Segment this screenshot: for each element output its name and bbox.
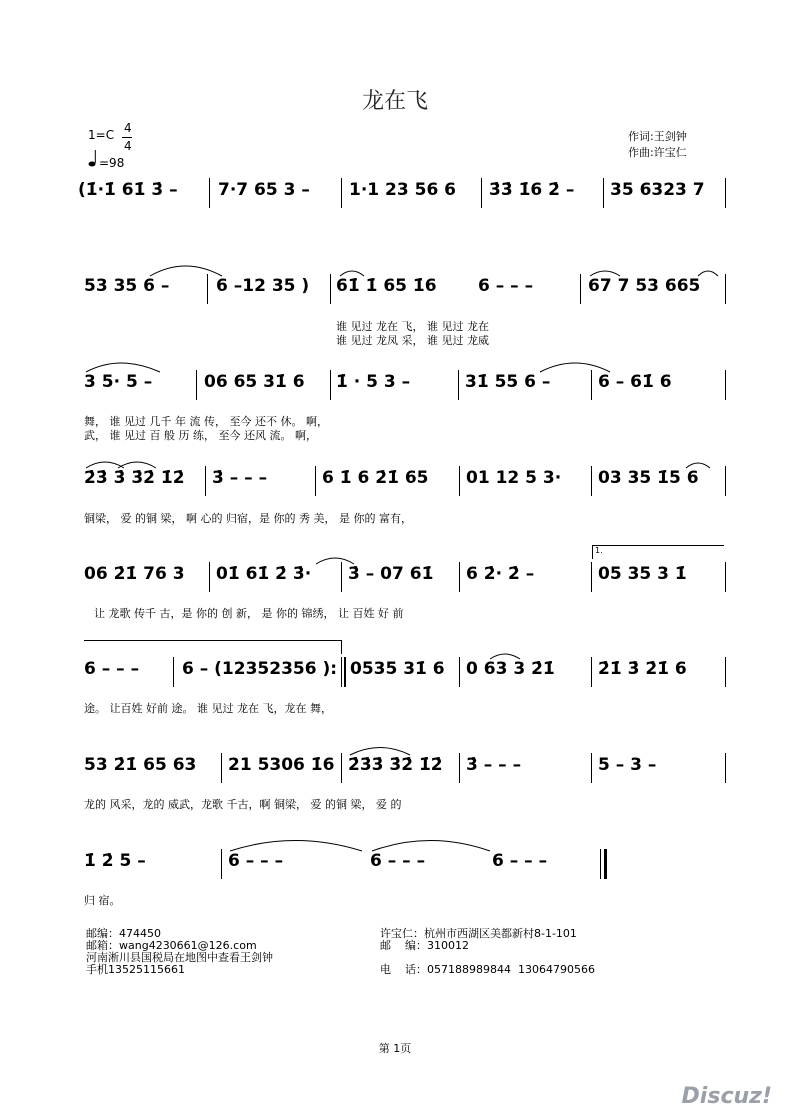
- volta-bracket: [592, 545, 724, 546]
- barline: [221, 849, 222, 879]
- barline: [173, 657, 174, 687]
- footer-postcode-left: 邮编：474450: [86, 927, 161, 940]
- repeat-barline: [341, 657, 342, 687]
- lyrics-verse-2: 武， 谁 见过 百 般 历 练， 至今 还风 流。 啊，: [84, 429, 317, 442]
- footer-email: 邮箱：wang4230661@126.com: [86, 939, 257, 952]
- lyricist-credit: 作词:王剑钟: [628, 130, 687, 143]
- barline: [725, 753, 726, 783]
- measure: 6 – – –: [228, 851, 284, 871]
- footer-postcode-right: 邮 编：310012: [380, 939, 469, 952]
- quarter-note-icon: [88, 148, 98, 168]
- lyrics-verse-1: 让 龙歌 传千 古，是 你的 创 新， 是 你的 锦绣， 让 百姓 好 前: [94, 607, 404, 620]
- song-title: 龙在飞: [361, 89, 428, 114]
- lyrics-verse-1: 舞， 谁 见过 几千 年 流 传， 至今 还不 休。 啊，: [84, 415, 328, 428]
- measure: 53 35 6 –: [84, 276, 170, 296]
- score-row-7: [0, 753, 790, 793]
- measure: 7·7 65 3 –: [218, 180, 310, 200]
- barline: [725, 466, 726, 496]
- barline: [591, 562, 592, 592]
- barline: [725, 178, 726, 208]
- barline: [205, 466, 206, 496]
- barline: [481, 178, 482, 208]
- barline: [207, 274, 208, 304]
- volta-label: 1.: [595, 546, 603, 555]
- measure: 35 6323 7: [610, 180, 705, 200]
- barline: [209, 178, 210, 208]
- volta-bracket-hook: [592, 545, 593, 559]
- measure: 21 5306 1̇6: [228, 755, 335, 775]
- lyrics-verse-1: 归 宿。: [84, 894, 121, 907]
- measure: 6 – – –: [84, 659, 140, 679]
- measure: 05 35 3 1̇: [598, 564, 687, 584]
- measure: 0 63 3 2̇1̇: [466, 659, 555, 679]
- composer-credit: 作曲:许宝仁: [628, 146, 687, 159]
- key-signature: 1=C: [88, 128, 115, 142]
- barline: [459, 466, 460, 496]
- measure: 3̇3̇ 1̇6 2̇ –: [489, 180, 575, 200]
- page-number: 第 1页: [378, 1042, 412, 1055]
- time-signature-top: 4: [124, 121, 132, 135]
- barline: [459, 753, 460, 783]
- barline: [591, 753, 592, 783]
- barline: [196, 370, 197, 400]
- measure: 5 – 3 –: [598, 755, 657, 775]
- measure: 6 – – –: [370, 851, 426, 871]
- tempo-marking: =98: [99, 156, 125, 170]
- barline: [341, 178, 342, 208]
- measure: 67 7 53 665: [588, 276, 701, 296]
- final-barline-thin: [600, 849, 601, 879]
- barline: [580, 274, 581, 304]
- measure: 53 2̇1̇ 65 63: [84, 755, 197, 775]
- score-row-1: [0, 178, 790, 218]
- barline: [725, 657, 726, 687]
- watermark-logo: Discuz!: [681, 1084, 772, 1109]
- measure: 06 2̇1̇ 76 3: [84, 564, 185, 584]
- measure: 1·1 23 56 6: [349, 180, 457, 200]
- barline: [315, 466, 316, 496]
- barline: [459, 657, 460, 687]
- measure: 31̇ 55 6 –: [465, 372, 551, 392]
- measure: 3̇ – 07 61̇: [348, 564, 434, 584]
- barline: [603, 178, 604, 208]
- measure: 2̇1̇ 3̇ 2̇1̇ 6: [598, 659, 687, 679]
- barline: [725, 370, 726, 400]
- measure: 6 1̇ 6 2̇1̇ 65: [322, 468, 429, 488]
- barline: [341, 753, 342, 783]
- measure: 6 – – –: [492, 851, 548, 871]
- measure: 3 5· 5 –: [84, 372, 153, 392]
- score-row-6: [0, 657, 790, 697]
- measure: 6 – (12352356 ):: [182, 659, 338, 679]
- score-row-8: [0, 849, 790, 889]
- measure: 6 2̇· 2̇ –: [466, 564, 535, 584]
- measure: 1̇ · 5 3 –: [336, 372, 411, 392]
- barline: [458, 370, 459, 400]
- measure: 6 –12 35 ): [216, 276, 310, 296]
- measure: 06 65 31̇ 6: [204, 372, 305, 392]
- barline: [591, 657, 592, 687]
- barline: [591, 370, 592, 400]
- time-signature-bottom: 4: [124, 139, 132, 153]
- measure: 3̇ – – –: [212, 468, 268, 488]
- lyrics-verse-1: 龙的 风采，龙的 威武，龙歌 千古，啊 铜梁， 爱 的铜 梁， 爱 的: [84, 798, 402, 811]
- measure: 61̇ 1̇ 65 1̇6: [336, 276, 437, 296]
- lyrics-verse-1: 谁 见过 龙在 飞， 谁 见过 龙在: [336, 320, 489, 333]
- volta-bracket-2-hook: [341, 640, 342, 654]
- measure: 0535 31̇ 6: [350, 659, 445, 679]
- lyrics-verse-2: 谁 见过 龙凤 采， 谁 见过 龙威: [336, 334, 489, 347]
- lyrics-verse-1: 铜梁， 爱 的铜 梁， 啊 心的 归宿，是 你的 秀 美， 是 你的 富有，: [84, 512, 412, 525]
- repeat-barline: [344, 657, 346, 687]
- barline: [725, 562, 726, 592]
- barline: [330, 370, 331, 400]
- barline: [591, 466, 592, 496]
- final-barline-thick: [604, 849, 607, 879]
- footer-phone-right: 电 话：057188989844 13064790566: [380, 963, 595, 976]
- score-row-2: [0, 274, 790, 314]
- barline: [209, 562, 210, 592]
- measure: 01̇ 61̇ 2̇ 3̇·: [216, 564, 312, 584]
- measure: 6 – 61̇ 6: [598, 372, 672, 392]
- barline: [221, 753, 222, 783]
- lyrics-verse-1: 途。 让百姓 好前 途。 谁 见过 龙在 飞，龙在 舞，: [84, 702, 332, 715]
- measure: 1̇ 2̇ 5 –: [84, 851, 146, 871]
- time-signature-line: [122, 137, 132, 138]
- footer-address-right: 许宝仁：杭州市西湖区美都新村8-1-101: [380, 927, 577, 940]
- measure: (1̇·1̇ 61̇ 3̇ –: [78, 180, 178, 200]
- measure: 2̇3̇3̇ 3̇2̇ 1̇2̇: [348, 755, 443, 775]
- barline: [330, 274, 331, 304]
- score-row-5: [0, 562, 790, 602]
- volta-bracket-2: [84, 640, 342, 641]
- barline: [725, 274, 726, 304]
- barline: [459, 562, 460, 592]
- measure: 3̇ – – –: [466, 755, 522, 775]
- score-row-4: [0, 466, 790, 506]
- footer-address-left: 河南淅川县国税局在地图中查看王剑钟: [86, 951, 273, 964]
- footer-phone-left: 手机13525115661: [86, 963, 185, 976]
- measure: 03 35 1̇5 6: [598, 468, 699, 488]
- score-row-3: [0, 370, 790, 410]
- measure: 2̇3̇ 3̇ 3̇2̇ 1̇2̇: [84, 468, 185, 488]
- barline: [341, 562, 342, 592]
- measure: 6 – – –: [478, 276, 534, 296]
- measure: 01 12 5 3·: [466, 468, 562, 488]
